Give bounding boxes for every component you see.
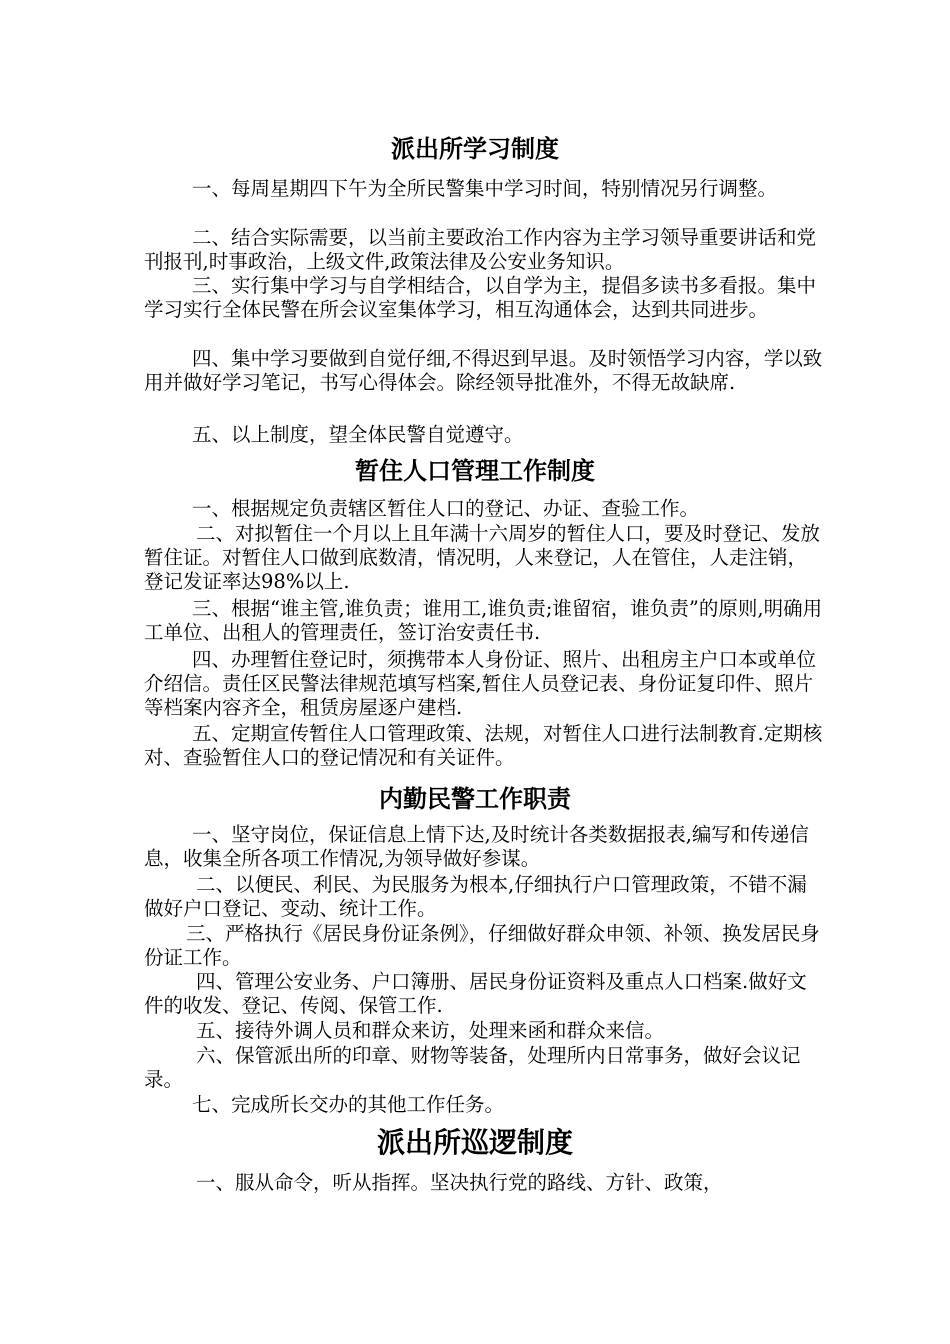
paragraph: 六、保管派出所的印章、财物等装备，处理所内日常事务，做好会议记录。 (144, 1044, 801, 1091)
paragraph: 四、管理公安业务、户口簿册、居民身份证资料及重点人口档案.做好文件的收发、登记、传阅、保管工作. (144, 970, 807, 1017)
paragraph: 七、完成所长交办的其他工作任务。 (192, 1093, 505, 1116)
paragraph: 四、集中学习要做到自觉仔细,不得迟到早退。及时领悟学习内容，学以致用并做好学习笔记，书写心得体会。除经领导批准外，不得无故缺席. (144, 347, 823, 394)
paragraph: 一、根据规定负责辖区暂住人口的登记、办证、查验工作。 (192, 497, 700, 520)
paragraph: 二、结合实际需要，以当前主要政治工作内容为主学习领导重要讲话和党刊报刊,时事政治，上级文件,政策法律及公安业务知识。 (144, 226, 817, 273)
paragraph: 五、接待外调人员和群众来访，处理来函和群众来信。 (196, 1019, 665, 1042)
section-title: 派出所学习制度 (391, 135, 559, 163)
paragraph: 二、对拟暂住一个月以上且年满十六周岁的暂住人口，要及时登记、发放暂住证。对暂住人口做到底数清，情况明，人来登记，人在管住，人走注销，登记发证率达98%以上. (144, 522, 821, 593)
paragraph: 一、坚守岗位，保证信息上情下达,及时统计各类数据报表,编写和传递信息，收集全所各项工作情况,为领导做好参谋。 (144, 823, 809, 870)
paragraph: 三、实行集中学习与自学相结合，以自学为主，提倡多读书多看报。集中学习实行全体民警在所会议室集体学习，相互沟通体会，达到共同进步。 (144, 274, 817, 321)
paragraph: 一、每周星期四下午为全所民警集中学习时间，特别情况另行调整。 (192, 177, 778, 200)
paragraph: 一、服从命令，听从指挥。坚决执行党的路线、方针、政策， (196, 1171, 723, 1194)
paragraph: 二、以便民、利民、为民服务为根本,仔细执行户口管理政策，不错不漏做好户口登记、变动、统计工作。 (144, 873, 807, 920)
section-title: 内勤民警工作职责 (379, 785, 571, 813)
paragraph: 五、定期宣传暂住人口管理政策、法规，对暂住人口进行法制教育.定期核对、查验暂住人口的登记情况和有关证件。 (144, 722, 823, 769)
paragraph: 三、严格执行《居民身份证条例》，仔细做好群众申领、补领、换发居民身份证工作。 (144, 922, 820, 969)
paragraph: 四、办理暂住登记时，须携带本人身份证、照片、出租房主户口本或单位介绍信。责任区民警法律规范填写档案,暂住人员登记表、身份证复印件、照片等档案内容齐全，租赁房屋逐户建档. (144, 648, 817, 719)
paragraph: 五、以上制度，望全体民警自觉遵守。 (192, 423, 524, 446)
section-title: 暂住人口管理工作制度 (355, 457, 595, 485)
section-title: 派出所巡逻制度 (376, 1126, 573, 1159)
paragraph: 三、根据“谁主管,谁负责；谁用工,谁负责;谁留宿，谁负责”的原则,明确用工单位、出租人的管理责任，签订治安责任书. (144, 597, 823, 644)
